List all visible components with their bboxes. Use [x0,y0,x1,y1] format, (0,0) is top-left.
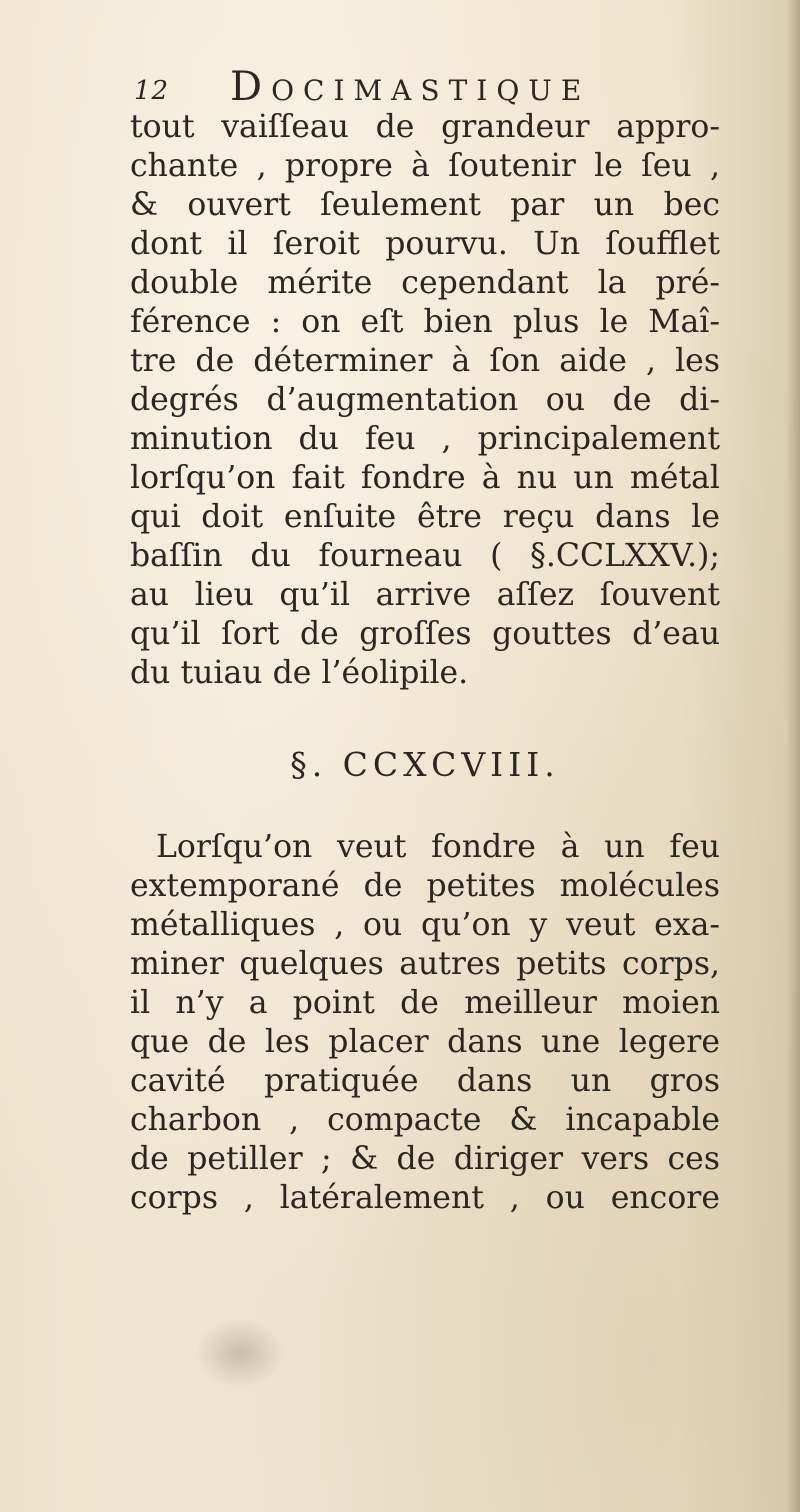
text-line: charbon , compacte & incapable [130,1102,720,1138]
text-line: cavité pratiquée dans un gros [130,1063,720,1099]
text-line: lorſqu’on fait fondre à nu un métal [130,460,720,496]
paper-stain [195,1318,285,1388]
running-head [134,62,694,112]
text-line: corps , latéralement , ou encore [130,1180,720,1216]
page-edge-shadow [786,0,800,1512]
text-line: tre de déterminer à ſon aide , les [130,343,720,379]
text-line: qui doit enſuite être reçu dans le [130,499,720,535]
section-heading: §. CCXCVIII. [290,745,560,784]
text-line: baſſin du fourneau ( §.CCLXXV.); [130,538,720,574]
text-line: chante , propre à ſoutenir le ſeu , [130,148,720,184]
paragraph-2 [130,828,720,1218]
text-line: miner quelques autres petits corps, [130,946,720,982]
text-line: de petiller ; & de diriger vers ces [130,1141,720,1177]
text-line: métalliques , ou qu’on y veut exa- [130,907,720,943]
running-title: Docimastique [230,64,591,110]
text-line: qu’il ſort de groſſes gouttes d’eau [130,616,720,652]
text-line: dont il ſeroit pourvu. Un ſoufflet [130,226,720,262]
text-line: extemporané de petites molécules [130,868,720,904]
text-line: férence : on eſt bien plus le Maî- [130,304,720,340]
text-line: il n’y a point de meilleur moien [130,985,720,1021]
text-line: Lorſqu’on veut fondre à un feu [156,829,720,865]
text-line: & ouvert ſeulement par un bec [130,187,720,223]
text-line: double mérite cependant la pré- [130,265,720,301]
text-line: tout vaiſſeau de grandeur appro- [130,109,720,145]
text-line: degrés d’augmentation ou de di- [130,382,720,418]
paragraph-1 [130,108,720,693]
text-line: du tuiau de l’éolipile. [130,655,469,691]
page-number: 12 [134,76,170,106]
text-line: minution du feu , principalement [130,421,720,457]
text-line: au lieu qu’il arrive aſſez ſouvent [130,577,720,613]
text-line: que de les placer dans une legere [130,1024,720,1060]
